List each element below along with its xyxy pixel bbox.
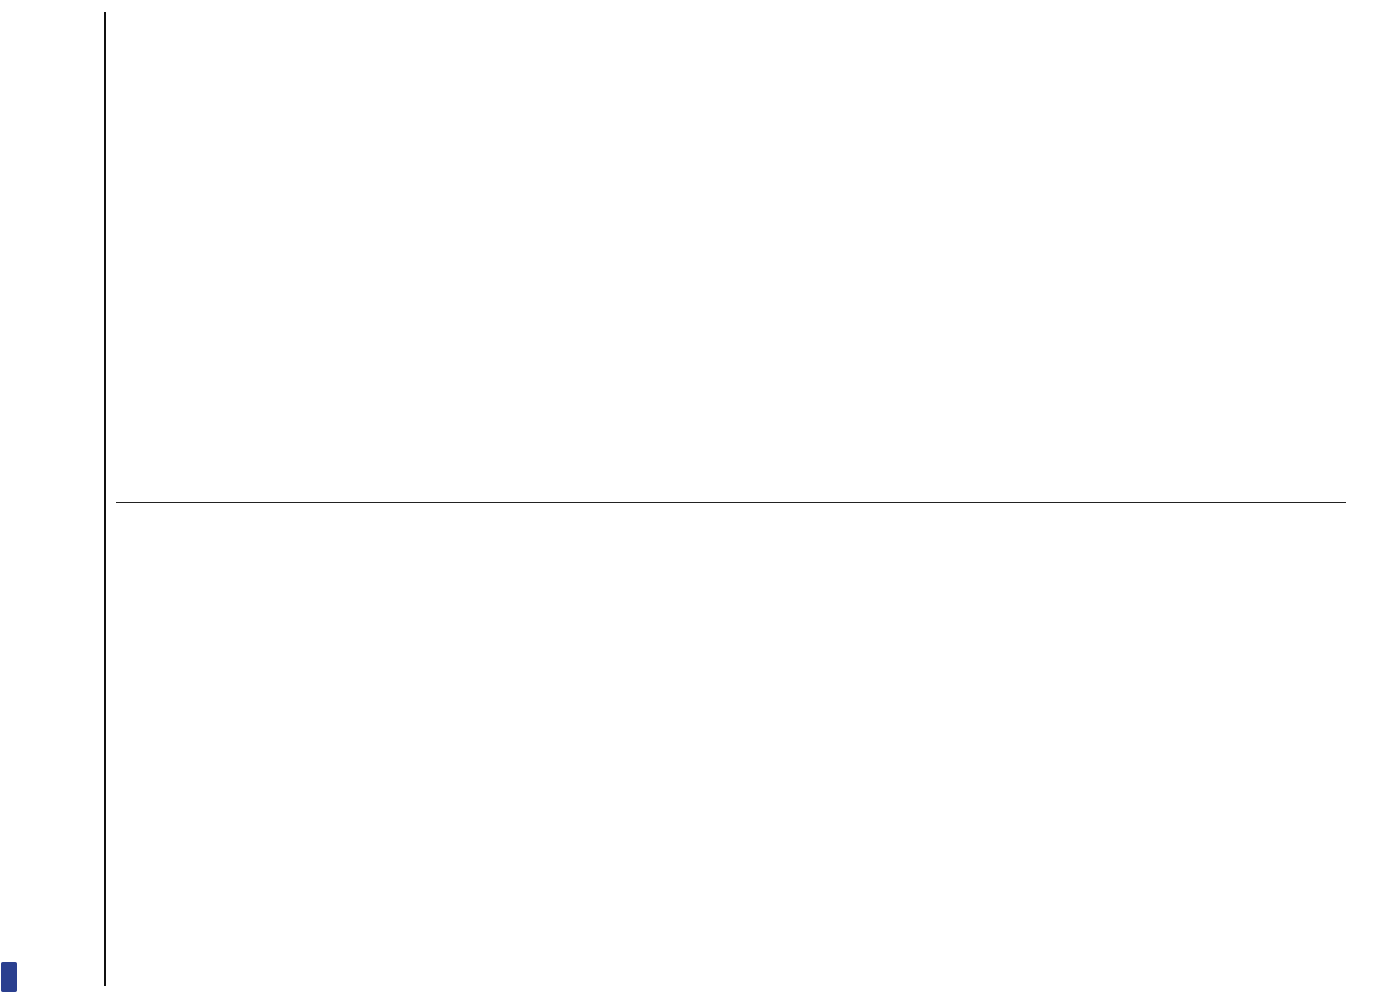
dfg-logo (1, 962, 17, 992)
dfg-logo-text (3, 965, 15, 989)
column-divider (116, 502, 1346, 503)
text-column-left (114, 512, 1354, 982)
page-header-rule (64, 12, 106, 986)
text-column-right (114, 18, 1354, 488)
footer-credit (0, 40, 18, 1000)
footer-strip (0, 0, 18, 1000)
rotated-document-page (54, 0, 1383, 1000)
